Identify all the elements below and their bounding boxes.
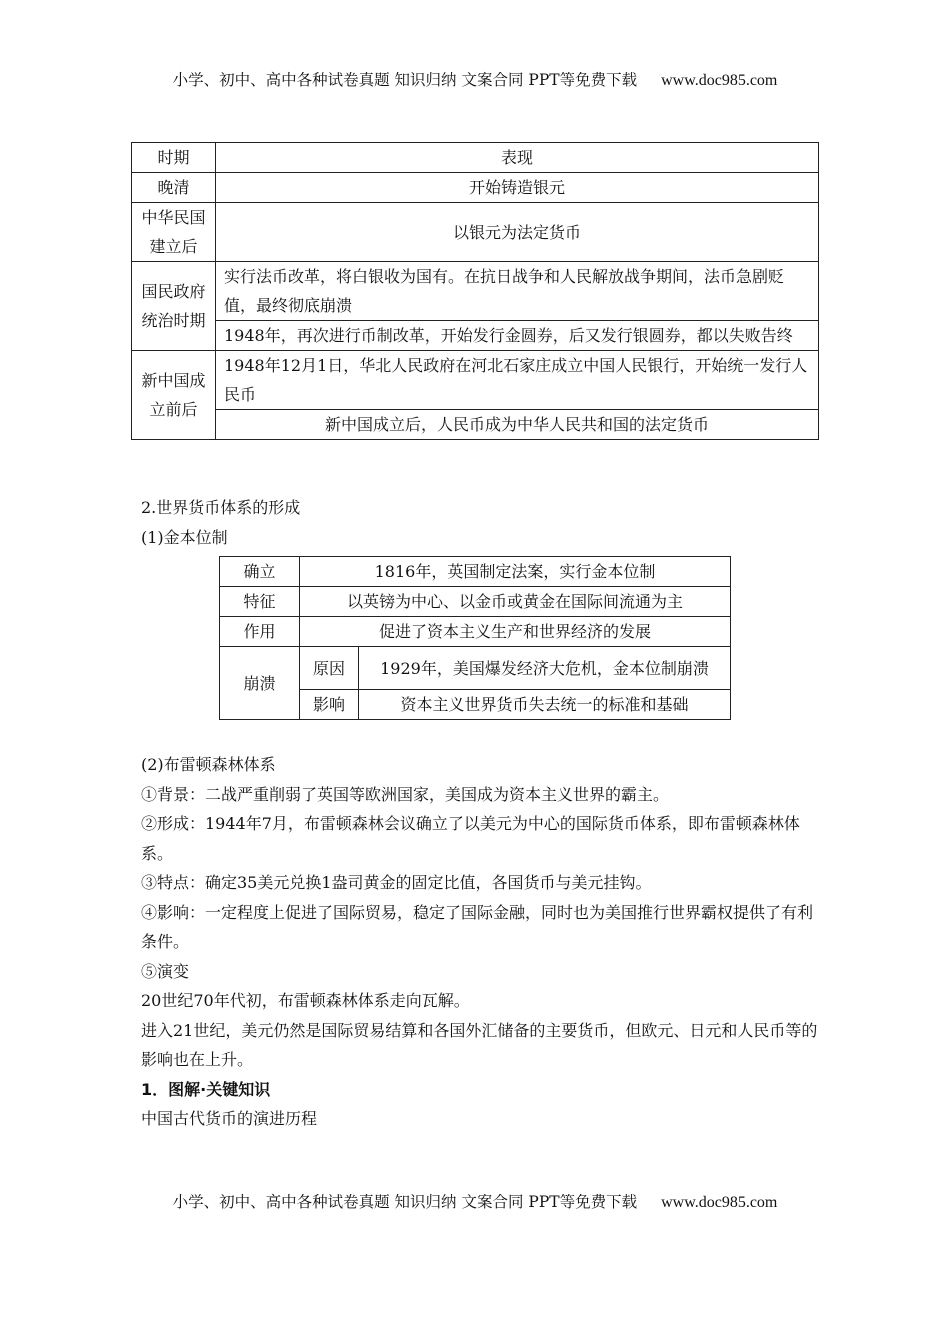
list-item: ⑤演变 xyxy=(141,961,190,981)
header-performance: 表现 xyxy=(216,143,819,173)
table-row xyxy=(220,557,731,587)
table-row xyxy=(132,173,819,203)
list-item: ④影响：一定程度上促进了国际贸易，稳定了国际金融，同时也为美国推行世界霸权提供了有利条件。 xyxy=(141,902,814,951)
list-item: 20世纪70年代初，布雷顿森林体系走向瓦解。 xyxy=(141,991,470,1010)
header-period: 时期 xyxy=(132,143,216,173)
value-cell: 以英镑为中心、以金币或黄金在国际间流通为主 xyxy=(300,587,731,617)
subsection-title: (2)布雷顿森林体系 xyxy=(141,755,276,774)
value-cell: 1929年，美国爆发经济大危机，金本位制崩溃 xyxy=(359,647,731,690)
value-cell: 资本主义世界货币失去统一的标准和基础 xyxy=(359,690,731,720)
section-world-currency xyxy=(141,493,821,552)
page-header xyxy=(0,68,950,90)
subsection-title: (1)金本位制 xyxy=(141,527,228,547)
detail-cell: 1948年，再次进行币制改革，开始发行金圆券，后又发行银圆券，都以失败告终 xyxy=(216,321,819,351)
key-knowledge-subtitle: 中国古代货币的演进历程 xyxy=(141,1109,318,1128)
sublabel-cell: 影响 xyxy=(300,690,359,720)
detail-cell: 开始铸造银元 xyxy=(216,173,819,203)
label-cell: 作用 xyxy=(220,617,300,647)
header-url[interactable]: www.doc985.com xyxy=(661,72,778,89)
detail-cell: 新中国成立后，人民币成为中华人民共和国的法定货币 xyxy=(216,410,819,440)
page-footer xyxy=(0,1190,950,1212)
value-cell: 1816年，英国制定法案，实行金本位制 xyxy=(300,557,731,587)
list-item: ③特点：确定35美元兑换1盎司黄金的固定比值，各国货币与美元挂钩。 xyxy=(141,873,652,892)
footer-url[interactable]: www.doc985.com xyxy=(661,1194,778,1211)
section-title: 2.世界货币体系的形成 xyxy=(141,498,301,517)
detail-cell: 实行法币改革，将白银收为国有。在抗日战争和人民解放战争期间，法币急剧贬值，最终彻底崩溃 xyxy=(216,262,819,321)
table-row xyxy=(220,617,731,647)
gold-standard-table xyxy=(219,556,731,720)
table-row xyxy=(132,410,819,440)
label-cell: 崩溃 xyxy=(220,647,300,720)
key-knowledge-title: 1．图解·关键知识 xyxy=(141,1079,271,1099)
table-row xyxy=(220,587,731,617)
value-cell: 促进了资本主义生产和世界经济的发展 xyxy=(300,617,731,647)
footer-text: 小学、初中、高中各种试卷真题 知识归纳 文案合同 PPT等免费下载 xyxy=(172,1193,638,1211)
detail-cell: 1948年12月1日，华北人民政府在河北石家庄成立中国人民银行，开始统一发行人民币 xyxy=(216,351,819,410)
list-item: ①背景：二战严重削弱了英国等欧洲国家，美国成为资本主义世界的霸主。 xyxy=(141,784,670,804)
period-cell: 新中国成立前后 xyxy=(132,351,216,440)
label-cell: 特征 xyxy=(220,587,300,617)
list-item: ②形成：1944年7月，布雷顿森林会议确立了以美元为中心的国际货币体系，即布雷顿森林体系。 xyxy=(141,814,800,863)
period-cell: 晚清 xyxy=(132,173,216,203)
table-row xyxy=(220,647,731,690)
period-cell: 国民政府统治时期 xyxy=(132,262,216,351)
period-cell: 中华民国建立后 xyxy=(132,203,216,262)
table-row xyxy=(132,351,819,410)
label-cell: 确立 xyxy=(220,557,300,587)
header-text: 小学、初中、高中各种试卷真题 知识归纳 文案合同 PPT等免费下载 xyxy=(172,71,638,89)
table-header-row xyxy=(132,143,819,173)
table-row xyxy=(132,203,819,262)
currency-history-table xyxy=(131,142,819,440)
detail-cell: 以银元为法定货币 xyxy=(216,203,819,262)
table-row xyxy=(132,321,819,351)
list-item: 进入21世纪，美元仍然是国际贸易结算和各国外汇储备的主要货币，但欧元、日元和人民币等的影响也在上升。 xyxy=(141,1020,818,1069)
sublabel-cell: 原因 xyxy=(300,647,359,690)
section-bretton-woods xyxy=(141,750,821,1134)
table-row xyxy=(132,262,819,321)
